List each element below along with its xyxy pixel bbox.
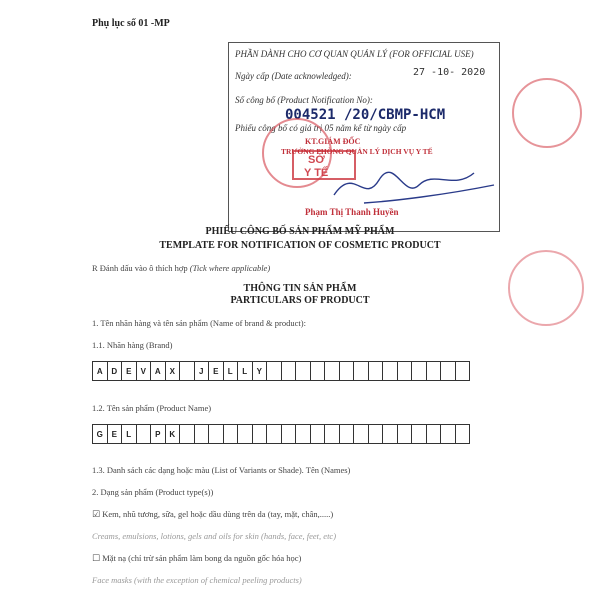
product-cell (253, 425, 268, 443)
product-cell (441, 425, 456, 443)
brand-cell (180, 362, 195, 380)
product-cell (369, 425, 384, 443)
product-cell (224, 425, 239, 443)
q1-2-label: 1.2. Tên sản phẩm (Product Name) (92, 403, 212, 413)
product-cell (383, 425, 398, 443)
product-cell: K (166, 425, 181, 443)
product-cell (238, 425, 253, 443)
brand-cell: L (224, 362, 239, 380)
product-cell (180, 425, 195, 443)
brand-cell: D (108, 362, 123, 380)
brand-cell: L (238, 362, 253, 380)
q1-1-label: 1.1. Nhãn hàng (Brand) (92, 340, 173, 350)
product-cell (412, 425, 427, 443)
brand-cell (311, 362, 326, 380)
brand-cell: V (137, 362, 152, 380)
product-cell (137, 425, 152, 443)
product-cell: E (108, 425, 123, 443)
official-use-header: PHẦN DÀNH CHO CƠ QUAN QUẢN LÝ (FOR OFFICIAL USE) (235, 49, 474, 59)
health-department-stamp: SỞ Y TẾ (292, 150, 356, 180)
brand-cell (383, 362, 398, 380)
brand-cell (282, 362, 297, 380)
product-name-grid (92, 424, 470, 444)
brand-cell: E (209, 362, 224, 380)
q1-label: 1. Tên nhãn hàng và tên sản phẩm (Name of brand & product): (92, 318, 306, 328)
signer-title-2: TRƯỞNG PHÒNG QUẢN LÝ DỊCH VỤ Y TẾ (281, 147, 433, 156)
product-cell (340, 425, 355, 443)
product-type-option-masks[interactable]: ☐ Mặt nạ (chỉ trừ sản phẩm làm bong da nguồn gốc hóa học) (92, 553, 302, 564)
product-cell (282, 425, 297, 443)
brand-cell: A (151, 362, 166, 380)
appendix-label: Phụ lục số 01 -MP (92, 18, 170, 29)
title-vi: PHIẾU CÔNG BỐ SẢN PHẨM MỸ PHẨM (205, 226, 395, 237)
product-cell (311, 425, 326, 443)
product-cell (354, 425, 369, 443)
product-cell (325, 425, 340, 443)
product-cell (195, 425, 210, 443)
brand-cell (340, 362, 355, 380)
edge-stamp-top (512, 78, 582, 148)
brand-grid (92, 361, 470, 381)
brand-cell: J (195, 362, 210, 380)
product-cell (267, 425, 282, 443)
round-seal-stamp (262, 118, 332, 188)
brand-cell (325, 362, 340, 380)
product-cell (296, 425, 311, 443)
title-en: TEMPLATE FOR NOTIFICATION OF COSMETIC PRODUCT (159, 240, 441, 251)
brand-cell (456, 362, 471, 380)
date-acknowledged-value: 27 -10- 2020 (413, 67, 486, 78)
product-cell: P (151, 425, 166, 443)
brand-cell (267, 362, 282, 380)
date-acknowledged-label: Ngày cấp (Date acknowledged): (235, 71, 352, 81)
product-cell (209, 425, 224, 443)
brand-cell: A (93, 362, 108, 380)
tick-note: R Đánh dấu vào ô thích hợp (Tick where applicable) (92, 263, 271, 273)
q2-label: 2. Dạng sản phẩm (Product type(s)) (92, 487, 214, 497)
notification-number-label: Số công bố (Product Notification No): (235, 95, 373, 105)
brand-cell (296, 362, 311, 380)
notification-number-value: 004521 /20/CBMP-HCM (285, 107, 446, 123)
section-title-vi: THÔNG TIN SẢN PHẨM (243, 283, 357, 294)
product-cell (456, 425, 471, 443)
product-type-option-masks-en: Face masks (with the exception of chemical peeling products) (92, 575, 302, 585)
product-cell: L (122, 425, 137, 443)
product-type-option-creams-en: Creams, emulsions, lotions, gels and oils for skin (hands, face, feet, etc) (92, 531, 337, 541)
q1-3-label: 1.3. Danh sách các dạng hoặc màu (List of Variants or Shade). Tên (Names) (92, 465, 351, 475)
validity-label: Phiếu công bố có giá trị 05 năm kể từ ngày cấp (235, 123, 407, 133)
checkbox-checked-icon[interactable]: ☑ (92, 510, 101, 520)
brand-cell (412, 362, 427, 380)
signer-title-1: KT.GIÁM ĐỐC (305, 137, 361, 146)
brand-cell: E (122, 362, 137, 380)
brand-cell: Y (253, 362, 268, 380)
product-cell (427, 425, 442, 443)
brand-cell (369, 362, 384, 380)
brand-cell: X (166, 362, 181, 380)
brand-cell (441, 362, 456, 380)
brand-cell (398, 362, 413, 380)
brand-cell (427, 362, 442, 380)
product-cell (398, 425, 413, 443)
checkbox-empty-icon[interactable]: ☐ (92, 554, 101, 564)
brand-cell (354, 362, 369, 380)
product-cell: G (93, 425, 108, 443)
section-title-en: PARTICULARS OF PRODUCT (230, 295, 370, 306)
signer-name: Phạm Thị Thanh Huyền (305, 207, 399, 217)
product-type-option-creams[interactable]: ☑ Kem, nhũ tương, sữa, gel hoặc dầu dùng trên da (tay, mặt, chân,.....) (92, 509, 334, 520)
